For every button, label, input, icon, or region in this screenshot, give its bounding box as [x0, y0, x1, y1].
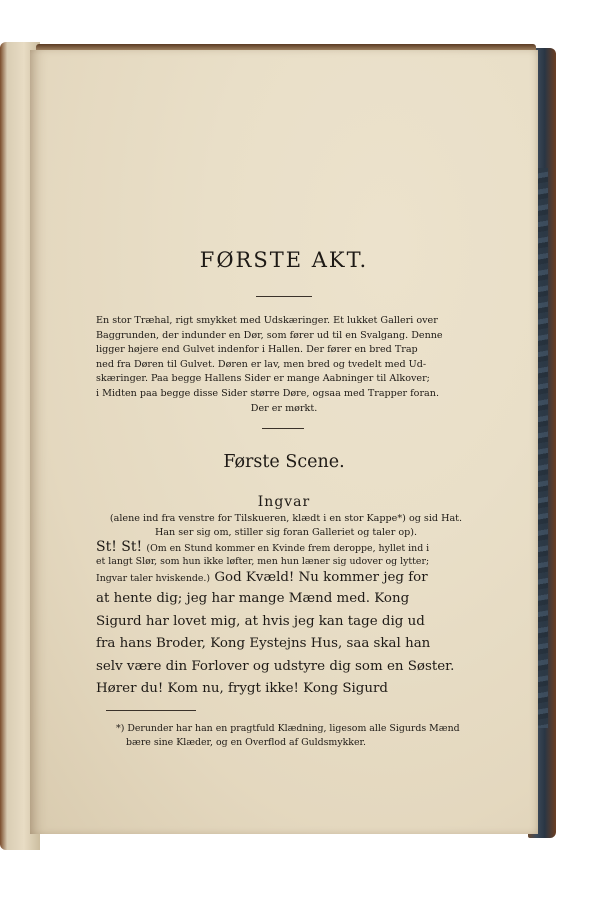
speech-line: at hente dig; jeg har mange Mænd med. Kong [96, 591, 410, 606]
speech-line: Hører du! Kom nu, frygt ikke! Kong Sigurd [96, 681, 388, 697]
scene-title: Første Scene. [223, 452, 345, 472]
speech-line: God Kvæld! Nu kommer jeg for [214, 570, 428, 585]
stage-directions [96, 314, 472, 416]
direction-line: (alene ind fra venstre for Tilskueren, klædt i en stor Kappe*) og sid Hat. [109, 513, 463, 524]
speaker-name: Ingvar [257, 494, 311, 510]
footnote-line: *) Derunder har han en pragtfuld Klædning, ligesom alle Sigurds Mænd [116, 723, 460, 734]
stage-line: skæringer. Paa begge Hallens Sider er mange Aabninger til Alkover; [96, 373, 430, 385]
footnote-divider [106, 710, 196, 711]
stage-line: ligger højere end Gulvet indenfor i Hallen. Der fører en bred Trap [96, 344, 418, 356]
stage-line: ned fra Døren til Gulvet. Døren er lav, men bred og tvedelt med Ud- [96, 358, 427, 370]
scene-divider [262, 428, 304, 429]
stage-line: i Midten paa begge disse Sider større Døre, ogsaa med Trapper foran. [96, 387, 439, 399]
stage-line: Baggrunden, der indunder en Dør, som fører ud til en Svalgang. Denne [96, 329, 443, 341]
speech-line: selv være din Forlover og udstyre dig som en Søster. [96, 658, 455, 674]
footnote [116, 722, 476, 750]
stage-line: En stor Træhal, rigt smykket med Udskæringer. Et lukket Galleri over [96, 315, 438, 326]
speech-direction: Ingvar taler hviskende.) [96, 573, 211, 584]
speech-text [96, 540, 474, 701]
footnote-line: bære sine Klæder, og en Overflod af Guldsmykker. [126, 737, 366, 748]
speech-direction: (Om en Stund kommer en Kvinde frem deroppe, hyllet ind i [146, 543, 430, 554]
act-title: FØRSTE AKT. [199, 248, 369, 272]
speech-line: Sigurd har lovet mig, at hvis jeg kan tage dig ud [96, 613, 425, 629]
stage-last-line: Der er mørkt. [250, 402, 318, 414]
speech-direction: et langt Slør, som hun ikke løfter, men hun læner sig udover og lytter; [96, 556, 430, 567]
direction-line: Han ser sig om, stiller sig foran Galleriet og taler op). [154, 526, 418, 538]
title-divider [256, 296, 312, 297]
speech-line: fra hans Broder, Kong Eystejns Hus, saa skal han [96, 636, 431, 652]
book-page [30, 50, 538, 834]
speech-start: St! St! [96, 539, 143, 555]
speaker-direction [98, 512, 474, 539]
